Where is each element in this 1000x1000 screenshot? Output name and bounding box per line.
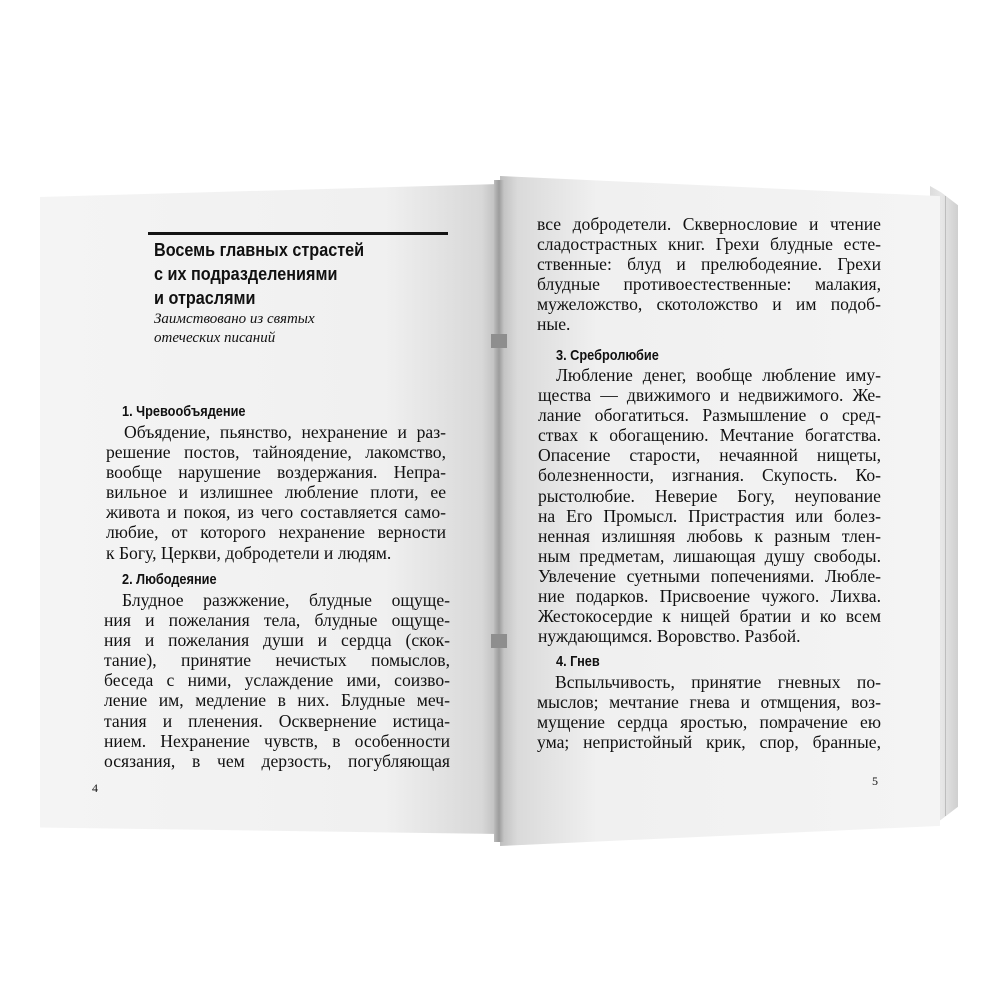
continuation-text bbox=[537, 214, 881, 335]
staple-bottom bbox=[491, 634, 507, 648]
page-title bbox=[154, 238, 424, 310]
text-line: блудные противоестественные: малакия, bbox=[537, 274, 881, 295]
text-line: живота и покоя, из чего составляется само- bbox=[106, 502, 446, 523]
text-line: ление им, медление в них. Блудные меч- bbox=[104, 690, 450, 711]
text-line: на Его Промысл. Пристрастия или болез- bbox=[538, 505, 881, 526]
text-line: ствах к обогащению. Мечтание богатства. bbox=[538, 425, 881, 446]
text-line: ума; непристойный крик, спор, бранные, bbox=[537, 732, 881, 753]
text-line: ным предметам, лишающая душу свободы. bbox=[538, 545, 881, 566]
text-line: Любление денег, вообще любление иму- bbox=[556, 365, 881, 385]
section-4-text bbox=[537, 672, 881, 752]
text-line: ния и пожелания тела, блудные ощуще- bbox=[104, 610, 450, 631]
page-stack-line bbox=[945, 196, 946, 816]
text-line: ные. bbox=[537, 314, 571, 335]
page-subtitle bbox=[154, 310, 454, 348]
title-line: с их подразделениями bbox=[154, 264, 338, 284]
text-line: все добродетели. Сквернословие и чтение bbox=[537, 214, 881, 234]
text-line: ненная излишняя любовь к разным тлен- bbox=[538, 525, 881, 546]
text-line: мущение сердца яростью, помрачение ею bbox=[537, 712, 881, 733]
text-line: ние подарков. Присвоение чужого. Лихва. bbox=[538, 586, 881, 607]
title-line: и отраслями bbox=[154, 288, 256, 308]
section-heading-4: 4. Гнев bbox=[556, 653, 600, 670]
text-line: мыслов; мечтание гнева и отмщения, воз- bbox=[537, 692, 881, 713]
text-line: Опасение старости, нечаянной нищеты, bbox=[538, 445, 881, 466]
section-3-text bbox=[538, 365, 881, 646]
book-spine bbox=[494, 180, 504, 842]
text-line: тание), принятие нечистых помыслов, bbox=[104, 650, 450, 671]
text-line: вообще нарушение воздержания. Непра- bbox=[106, 462, 446, 483]
text-line: тания и пленения. Осквернение истица- bbox=[104, 710, 450, 731]
section-heading-3: 3. Сребролюбие bbox=[556, 347, 659, 364]
text-line: мужеложство, скотоложство и им подоб- bbox=[537, 294, 881, 315]
text-line: щества — движимого и недвижимого. Же- bbox=[538, 385, 881, 406]
section-2-text bbox=[104, 590, 450, 771]
subtitle-line: Заимствовано из святых bbox=[154, 311, 315, 327]
text-line: сладострастных книг. Грехи блудные есте- bbox=[537, 234, 881, 255]
text-line: Объядение, пьянство, нехранение и раз- bbox=[124, 422, 446, 442]
page-number-left: 4 bbox=[92, 781, 98, 795]
text-line: нуждающимся. Воровство. Разбой. bbox=[538, 626, 801, 647]
page-number-right: 5 bbox=[872, 774, 878, 788]
text-line: Жестокосердие к нищей братии и ко всем bbox=[538, 606, 881, 627]
text-line: рыстолюбие. Неверие Богу, неупование bbox=[538, 485, 881, 506]
text-line: решение постов, тайноядение, лакомство, bbox=[106, 442, 446, 463]
text-line: Вспыльчивость, принятие гневных по- bbox=[555, 672, 881, 692]
text-line: вильное и излишнее любление плоти, ее bbox=[106, 482, 446, 503]
text-line: лание обогатиться. Размышление о сред- bbox=[538, 405, 881, 426]
staple-top bbox=[491, 334, 507, 348]
subtitle-line: отеческих писаний bbox=[154, 330, 276, 346]
text-line: беседа с ними, услаждение ими, соизво- bbox=[104, 670, 450, 691]
text-line: Увлечение суетными попечениями. Любле- bbox=[538, 565, 881, 586]
title-line: Восемь главных страстей bbox=[154, 240, 365, 260]
section-heading-2: 2. Любодеяние bbox=[122, 571, 217, 588]
text-line: любие, от которого нехранение верности bbox=[106, 522, 446, 543]
text-line: ственные: блуд и прелюбодеяние. Грехи bbox=[537, 254, 881, 275]
text-line: к Богу, Церкви, добродетели и людям. bbox=[106, 542, 392, 563]
section-1-text bbox=[106, 422, 446, 563]
heading-rule bbox=[148, 232, 448, 235]
section-heading-1: 1. Чревообъядение bbox=[122, 403, 246, 420]
text-line: Блудное разжжение, блудные ощуще- bbox=[122, 590, 450, 610]
text-line: болезненности, изгнания. Скупость. Ко- bbox=[538, 465, 881, 486]
text-line: нием. Нехранение чувств, в особенности bbox=[104, 730, 450, 751]
text-line: осязания, в чем дерзость, погубляющая bbox=[104, 750, 450, 771]
text-line: ния и пожелания души и сердца (скок- bbox=[104, 630, 450, 651]
